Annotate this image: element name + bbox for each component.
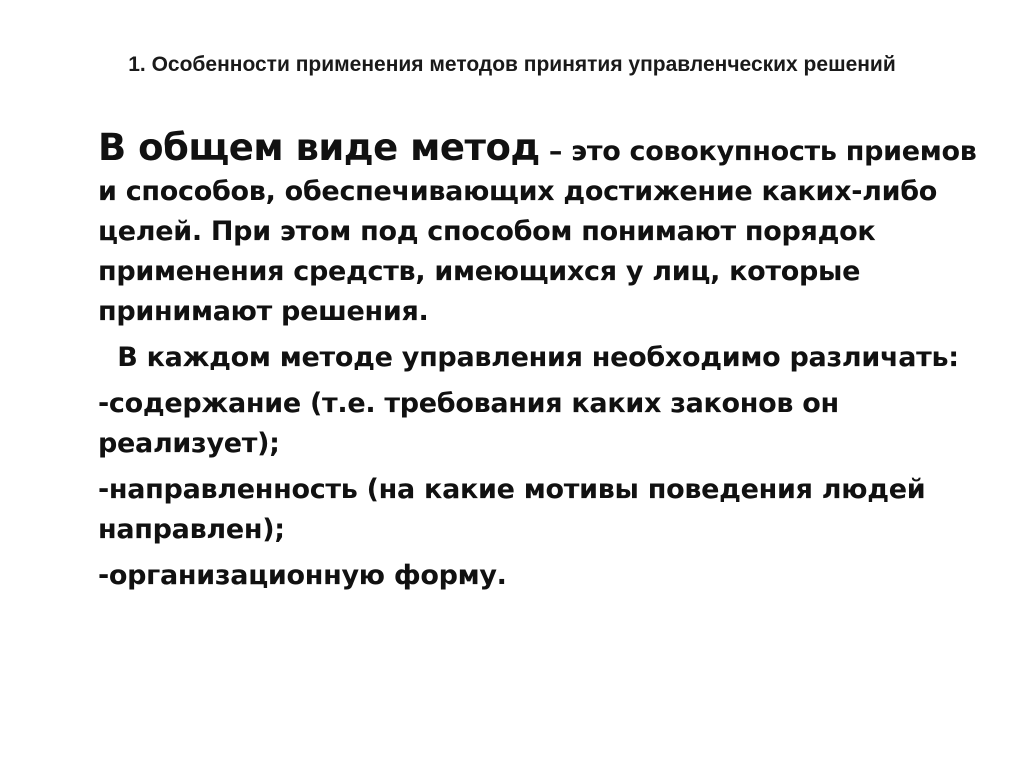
list-item-direction: -направленность (на какие мотивы поведения людей направлен); xyxy=(98,474,926,545)
definition-lead: В общем виде метод xyxy=(98,126,540,169)
list-item-content: -содержание (т.е. требования каких законов он реализует); xyxy=(98,388,839,459)
slide-title: 1. Особенности применения методов принятия управленческих решений xyxy=(128,53,896,76)
slide-body xyxy=(98,128,978,596)
list-item-form: -организационную форму. xyxy=(98,560,507,591)
definition-text: – это совокупность приемов и способов, обеспечивающих достижение каких-либо целей. При этом под способом понимают порядок применения средств, имеющихся у лиц, которые принимают решения. xyxy=(98,136,977,327)
definition-paragraph xyxy=(98,128,978,332)
subheading: В каждом методе управления необходимо различать: xyxy=(117,342,959,373)
